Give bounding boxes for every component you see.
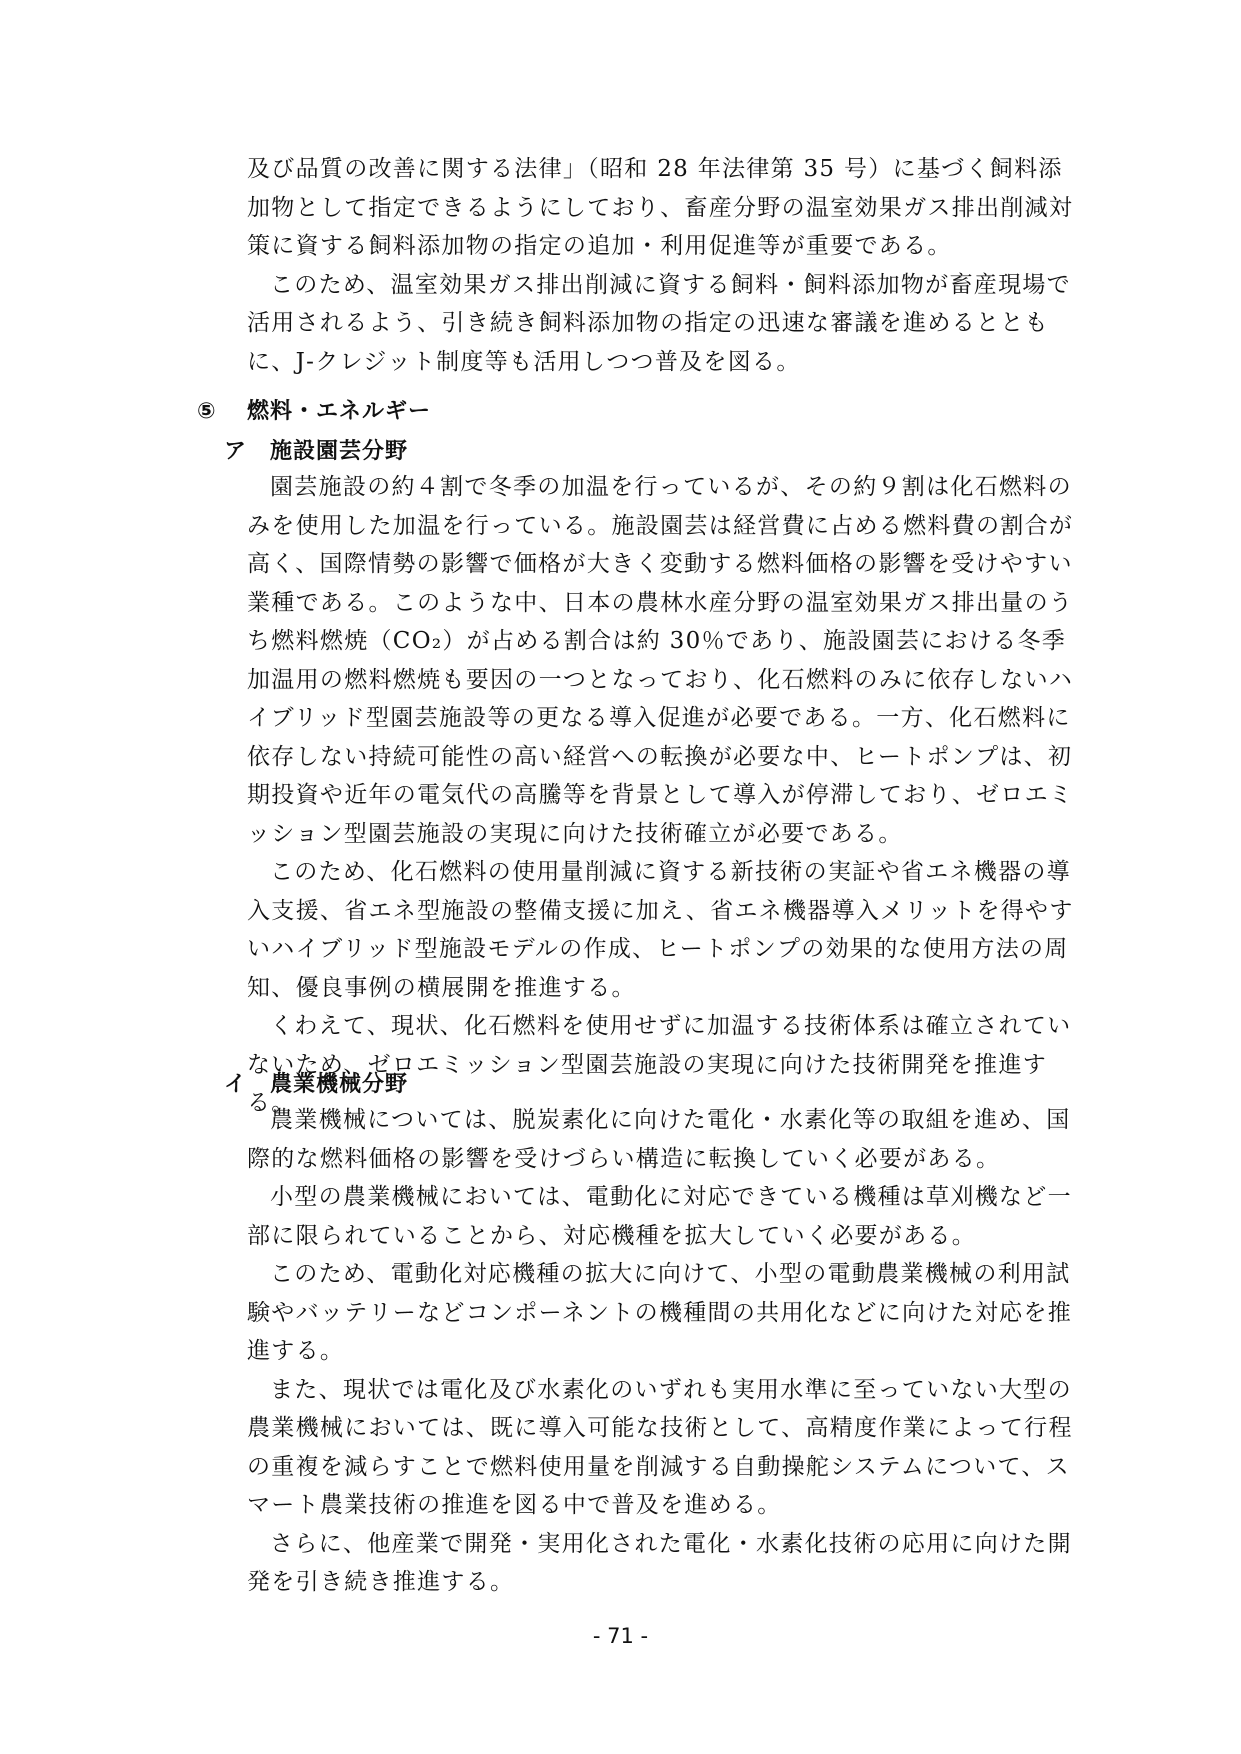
intro-paragraph: 及び品質の改善に関する法律」（昭和 28 年法律第 35 号）に基づく飼料添加物として指定できるようにしており、畜産分野の温室効果ガス排出削減対策に資する飼料添加物の指定の追加・利用促進等が重要である。 xyxy=(247,156,1074,259)
section-marker: ⑤ xyxy=(197,399,217,424)
subsection-heading-a xyxy=(224,434,408,465)
intro-text-block xyxy=(247,150,1085,381)
subsection-a-paragraph: 園芸施設の約４割で冬季の加温を行っているが、その約９割は化石燃料のみを使用した加温を行っている。施設園芸は経営費に占める燃料費の割合が高く、国際情勢の影響で価格が大きく変動する燃料価格の影響を受けやすい業種である。このような中、日本の農林水産分野の温室効果ガス排出量のうち燃料燃焼（CO₂）が占める割合は約 30％であり、施設園芸における冬季加温用の燃料燃焼も要因の一つとなっており、化石燃料のみに依存しないハイブリッド型園芸施設等の更なる導入促進が必要である。一方、化石燃料に依存しない持続可能性の高い経営への転換が必要な中、ヒートポンプは、初期投資や近年の電気代の高騰等を背景として導入が停滞しており、ゼロエミッション型園芸施設の実現に向けた技術確立が必要である。 xyxy=(247,474,1074,847)
subsection-marker-a: ア xyxy=(224,439,248,464)
subsection-i-paragraph: 農業機械については、脱炭素化に向けた電化・水素化等の取組を進め、国際的な燃料価格の影響を受けづらい構造に転換していく必要がある。 xyxy=(247,1107,1071,1172)
subsection-heading-i xyxy=(224,1067,408,1098)
section-title: 燃料・エネルギー xyxy=(247,399,432,424)
page-number: - 71 - xyxy=(592,1624,649,1648)
subsection-i-text-block xyxy=(247,1101,1085,1602)
section-heading xyxy=(197,394,431,425)
subsection-i-paragraph: 小型の農業機械においては、電動化に対応できている機種は草刈機など一部に限られていることから、対応機種を拡大していく必要がある。 xyxy=(247,1184,1072,1249)
subsection-i-paragraph: さらに、他産業で開発・実用化された電化・水素化技術の応用に向けた開発を引き続き推進する。 xyxy=(247,1530,1072,1595)
subsection-title-i: 農業機械分野 xyxy=(270,1072,409,1097)
subsection-i-paragraph: また、現状では電化及び水素化のいずれも実用水準に至っていない大型の農業機械においては、既に導入可能な技術として、高精度作業によって行程の重複を減らすことで燃料使用量を削減する自動操舵システムについて、スマート農業技術の推進を図る中で普及を進める。 xyxy=(247,1376,1073,1518)
subsection-marker-i: イ xyxy=(224,1072,248,1097)
subsection-title-a: 施設園芸分野 xyxy=(270,439,409,464)
subsection-i-paragraph: このため、電動化対応機種の拡大に向けて、小型の電動農業機械の利用試験やバッテリーなどコンポーネントの機種間の共用化などに向けた対応を推進する。 xyxy=(247,1261,1073,1364)
subsection-a-text-block xyxy=(247,468,1085,1123)
subsection-a-paragraph: このため、化石燃料の使用量削減に資する新技術の実証や省エネ機器の導入支援、省エネ型施設の整備支援に加え、省エネ機器導入メリットを得やすいハイブリッド型施設モデルの作成、ヒートポンプの効果的な使用方法の周知、優良事例の横展開を推進する。 xyxy=(247,859,1074,1001)
subsection-a-paragraph: くわえて、現状、化石燃料を使用せずに加温する技術体系は確立されていないため、ゼロエミッション型園芸施設の実現に向けた技術開発を推進する。 xyxy=(247,1013,1072,1116)
intro-paragraph: このため、温室効果ガス排出削減に資する飼料・飼料添加物が畜産現場で活用されるよう、引き続き飼料添加物の指定の迅速な審議を進めるとともに、J-クレジット制度等も活用しつつ普及を図る。 xyxy=(247,271,1071,375)
